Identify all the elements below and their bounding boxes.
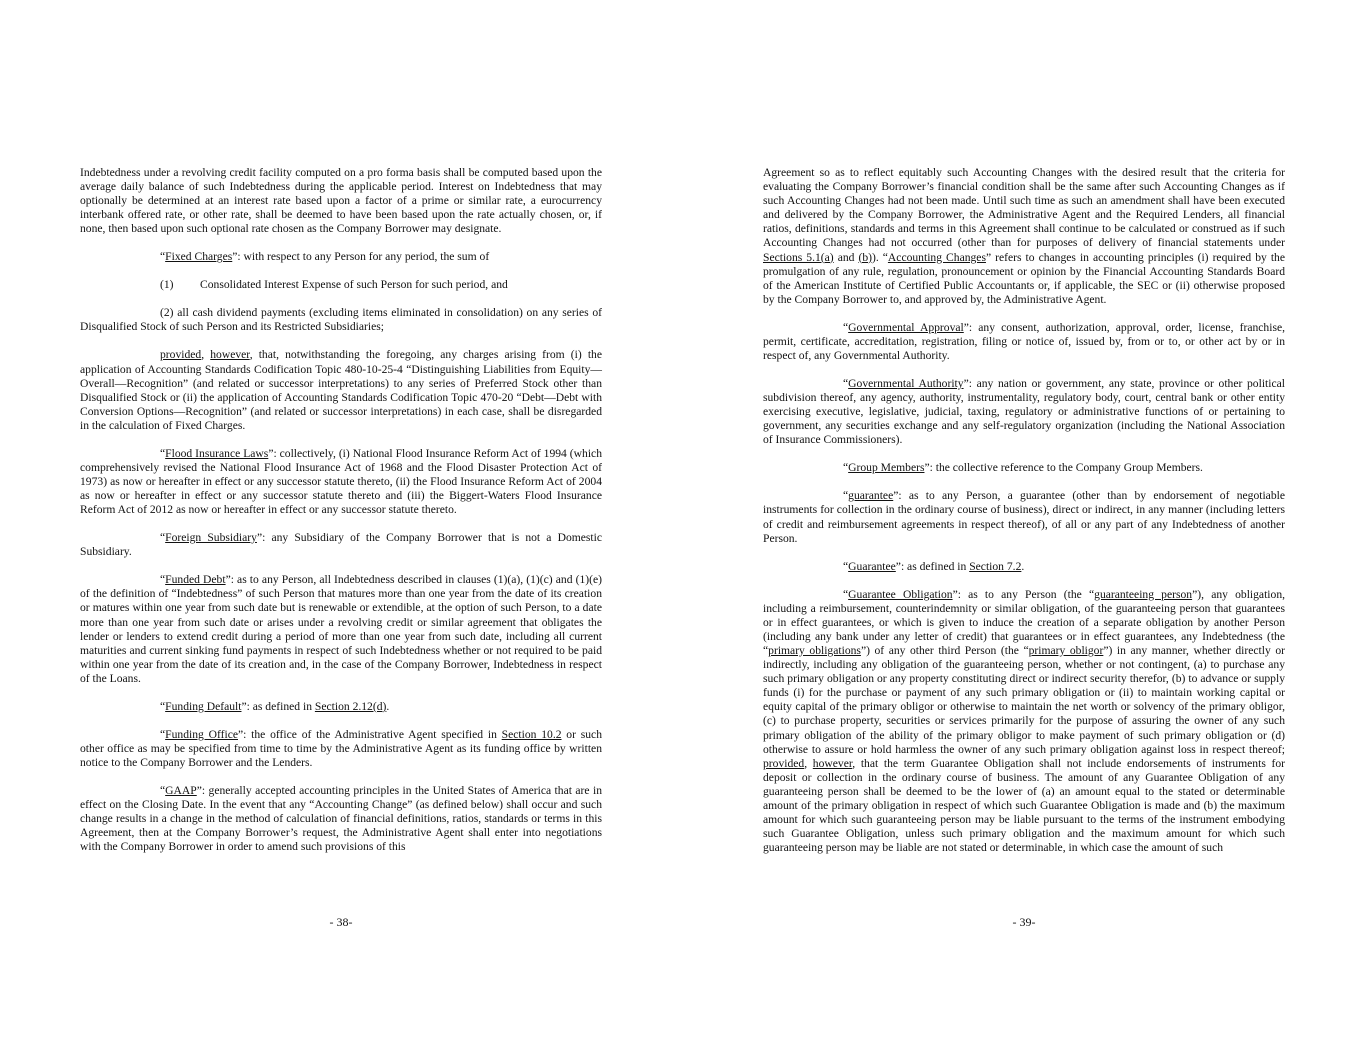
definition-guarantee-obligation: “Guarantee Obligation”: as to any Person (the “guaranteeing person”), any obligation, including a reimbursement, counterindemnity or similar obligation, of the guaranteeing person that guarantees or in effect guarantees, or which is given to induce the creation of a separate obligation by another Person (including any bank under any letter of credit) that guarantees or in effect guarantees, any Indebtedness (the “primary obligations”) of any other third Person (the “primary obligor”) in any manner, whether directly or indirectly, including any obligation of the guaranteeing person, whether or not contingent, (a) to purchase any such primary obligation or any property constituting direct or indirect security therefor, (b) to advance or supply funds (i) for the purchase or payment of any such primary obligation or (ii) to maintain working capital or equity capital of the primary obligor or otherwise to maintain the net worth or solvency of the primary obligor, (c) to purchase property, securities or services primarily for the purpose of assuring the owner of any such primary obligation of the ability of the primary obligor to make payment of such primary obligation or (d) otherwise to assure or hold harmless the owner of any such primary obligation against loss in respect thereof; provided, however, that the term Guarantee Obligation shall not include endorsements of instruments for deposit or collection in the ordinary course of business. The amount of any Guarantee Obligation of any guaranteeing person shall be deemed to be the lower of (a) an amount equal to the stated or determinable amount of the primary obligation in respect of which such Guarantee Obligation is made and (b) the maximum amount for which such guaranteeing person may be liable pursuant to the terms of the instrument embodying such Guarantee Obligation, unless such primary obligation and the maximum amount for which such guaranteeing person may be liable are not stated or determinable, in which case the amount of such [763, 587, 1286, 855]
term-funding-office: Funding Office [165, 727, 238, 741]
term-funding-default: Funding Default [165, 699, 242, 713]
definition-funded-debt: “Funded Debt”: as to any Person, all Indebtedness described in clauses (1)(a), (1)(c) and (1)(e) of the definition of “Indebtedness” of such Person that matures more than one year from the date of its creation or matures within one year from such date but is renewable or extendible, at the option of such Person, to a date more than one year from such date or arises under a revolving credit or similar agreement that obligates the lender or lenders to extend credit during a period of more than one year from such date, including all current maturities and current sinking fund payments in respect of such Indebtedness whether or not required to be paid within one year from the date of its creation and, in the case of the Company Borrower, Indebtedness in respect of the Loans. [80, 573, 602, 685]
section-ref-5-1-a: Sections 5.1(a) [763, 250, 834, 264]
definition-gaap: “GAAP”: generally accepted accounting principles in the United States of America that are in effect on the Closing Date. In the event that any “Accounting Change” (as defined below) shall occur and such change results in a change in the method of calculation of financial definitions, ratios, standards or terms in this Agreement, then at the Company Borrower’s request, the Administrative Agent shall enter into negotiations with the Company Borrower in order to amend such provisions of this [80, 784, 602, 854]
term-guarantee-obligation: Guarantee Obligation [848, 587, 953, 601]
definition-foreign-subsidiary: “Foreign Subsidiary”: any Subsidiary of the Company Borrower that is not a Domestic Subsidiary. [80, 531, 603, 559]
term-gaap: GAAP [165, 784, 197, 798]
term-fixed-charges: Fixed Charges [165, 250, 233, 264]
page-39 [683, 0, 1365, 1055]
term-primary-obligor: primary obligor [1028, 643, 1104, 657]
term-guarantee: Guarantee [848, 559, 896, 573]
definition-guarantee-lowercase: “guarantee”: as to any Person, a guarantee (other than by endorsement of negotiable instruments for collection in the ordinary course of business), direct or indirect, in any manner (including letters of credit and reimbursement agreements in respect thereof), of all or any part of any Indebtedness of another Person. [763, 489, 1285, 545]
definition-funding-office: “Funding Office”: the office of the Administrative Agent specified in Section 10.2 or such other office as may be specified from time to time by the Administrative Agent as its funding office by written notice to the Company Borrower and the Lenders. [80, 727, 603, 770]
term-guarantee-lowercase: guarantee [848, 489, 894, 503]
page-number-39: - 39- [1012, 915, 1036, 929]
fixed-charges-item-2: (2) all cash dividend payments (excluding items eliminated in consolidation) on any series of Disqualified Stock of such Person and its Restricted Subsidiaries; [80, 306, 602, 334]
term-foreign-subsidiary: Foreign Subsidiary [165, 531, 257, 545]
fixed-charges-proviso: provided, however, that, notwithstanding the foregoing, any charges arising from (i) the application of Accounting Standards Codification Topic 480-10-25-4 “Distinguishing Liabilities from Equity—Overall—Recognition” (and related or successor interpretations) to any series of Preferred Stock other than Disqualified Stock or (ii) the application of Accounting Standards Codification Topic 470-20 “Debt—Debt with Conversion Options—Recognition” (and related or successor interpretations) in each case, shall be disregarded in the calculation of Fixed Charges. [80, 348, 602, 432]
definition-governmental-approval: “Governmental Approval”: any consent, authorization, approval, order, license, franchise, permit, certificate, accreditation, registration, filing or notice of, issued by, from or to, or other act by or in respect of, any Governmental Authority. [763, 320, 1285, 363]
section-ref-b: (b) [858, 250, 872, 264]
definition-funding-default: “Funding Default”: as defined in Section 2.12(d). [160, 699, 390, 713]
paragraph-indebtedness-continuation: Indebtedness under a revolving credit facility computed on a pro forma basis shall be computed based upon the average daily balance of such Indebtedness during the applicable period. Interest on Indebtedness that may optionally be determined at an interest rate based upon a factor of a prime or similar rate, a eurocurrency interbank offered rate, or other rate, shall be deemed to have been based upon the rate actually chosen, or, if none, then based upon such optional rate chosen as the Company Borrower may designate. [80, 166, 602, 236]
term-guaranteeing-person: guaranteeing person [1094, 587, 1193, 601]
term-governmental-authority: Governmental Authority [848, 377, 964, 390]
page-number-38: - 38- [329, 915, 353, 929]
section-ref-7-2: Section 7.2 [969, 559, 1022, 573]
term-accounting-changes: Accounting Changes [887, 250, 986, 264]
page-38 [0, 0, 682, 1055]
term-flood-insurance-laws: Flood Insurance Laws [165, 446, 269, 460]
term-governmental-approval: Governmental Approval [848, 320, 964, 334]
definition-fixed-charges: “Fixed Charges”: with respect to any Person for any period, the sum of [160, 250, 490, 264]
definition-group-members: “Group Members”: the collective reference to the Company Group Members. [843, 461, 1203, 475]
fixed-charges-item-1: (1) Consolidated Interest Expense of such Person for such period, and [160, 278, 508, 292]
term-funded-debt: Funded Debt [165, 573, 226, 587]
page-38-text [80, 166, 602, 868]
definition-guarantee: “Guarantee”: as defined in Section 7.2. [843, 559, 1025, 573]
section-ref-2-12-d: Section 2.12(d) [314, 699, 387, 713]
paragraph-accounting-changes: Agreement so as to reflect equitably such Accounting Changes with the desired result that the criteria for evaluating the Company Borrower’s financial condition shall be the same after such Accounting Changes as if such Accounting Changes had not been made. Until such time as such an amendment shall have been executed and delivered by the Company Borrower, the Administrative Agent and the Required Lenders, all financial ratios, definitions, standards and terms in this Agreement shall continue to be calculated or construed as if such Accounting Changes had not occurred (other than for purposes of delivery of financial statements under Sections 5.1(a) and (b)). “Accounting Changes” refers to changes in accounting principles (i) required by the promulgation of any rule, regulation, pronouncement or opinion by the Financial Accounting Standards Board of the American Institute of Certified Public Accountants or, if applicable, the SEC or (ii) otherwise proposed by the Company Borrower to, and approved by, the Administrative Agent. [763, 166, 1285, 306]
term-group-members: Group Members [848, 461, 925, 475]
page-39-text [763, 166, 1285, 869]
definition-governmental-authority: “Governmental Authority”: any nation or government, any state, province or other political subdivision thereof, any agency, authority, instrumentality, regulatory body, court, central bank or other entity exercising executive, legislative, judicial, taxing, regulatory or administrative functions of or pertaining to government, any securities exchange and any self-regulatory organization (including the National Association of Insurance Commissioners). [763, 377, 1285, 447]
term-primary-obligations: primary obligations [768, 643, 861, 657]
definition-flood-insurance-laws: “Flood Insurance Laws”: collectively, (i) National Flood Insurance Reform Act of 1994 (which comprehensively revised the National Flood Insurance Act of 1968 and the Flood Disaster Protection Act of 1973) as now or hereafter in effect or any successor statute thereto, (ii) the Flood Insurance Reform Act of 2004 as now or hereafter in effect or any successor statute thereto and (iii) the Biggert-Waters Flood Insurance Reform Act of 2012 as now or hereafter in effect or any successor statute thereto. [80, 446, 603, 517]
section-ref-10-2: Section 10.2 [501, 727, 562, 741]
